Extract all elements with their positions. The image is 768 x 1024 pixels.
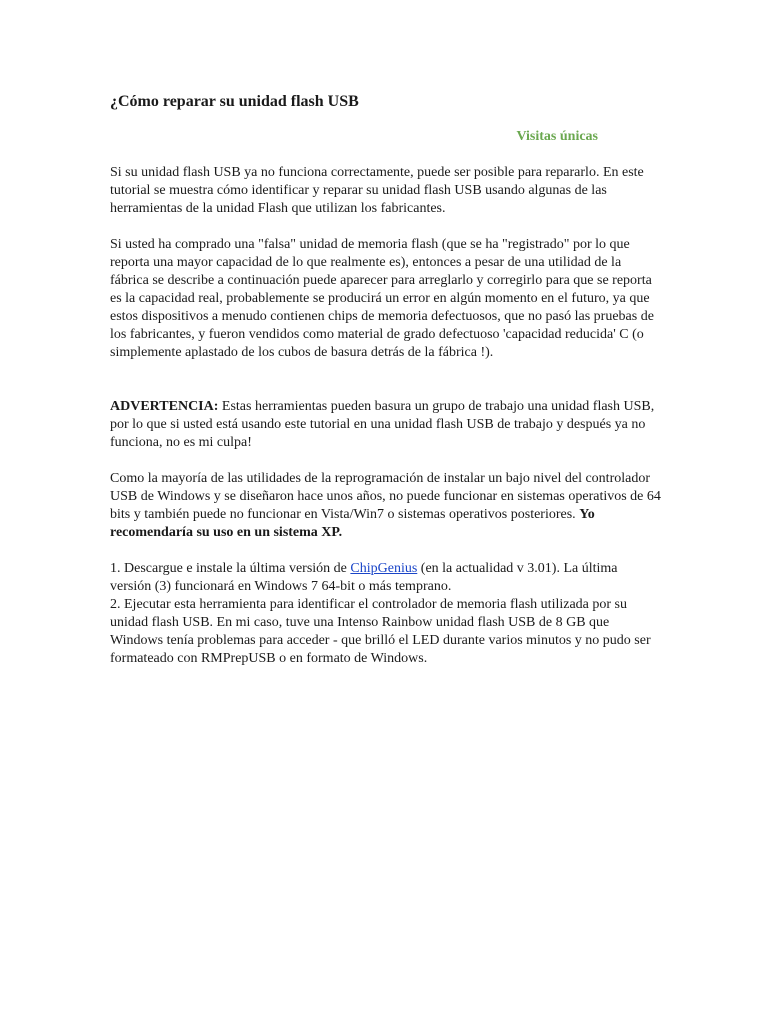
warning-text: Estas herramientas pueden basura un grupo de trabajo una unidad flash USB, por lo que si usted está usando este tutorial en una unidad flash USB de trabajo y después ya no funciona, no es mi culpa! [110, 399, 655, 450]
step-1-text-after: (en la actualidad v 3.01). La última versión (3) funcionará en Windows 7 64-bit o más temprano. [110, 561, 618, 594]
warning-paragraph [110, 398, 662, 452]
compatibility-text: Como la mayoría de las utilidades de la reprogramación de instalar un bajo nivel del controlador USB de Windows y se diseñaron hace unos años, no puede funcionar en sistemas operativos de 64 bits y también puede no funcionar en Vista/Win7 o sistemas operativos posteriores. [110, 471, 661, 522]
unique-visits-label: Visitas únicas [516, 129, 598, 144]
compatibility-paragraph [110, 470, 662, 542]
warning-label: ADVERTENCIA: [110, 399, 219, 414]
chipgenius-link[interactable]: ChipGenius [350, 561, 418, 576]
fake-flash-paragraph: Si usted ha comprado una "falsa" unidad de memoria flash (que se ha "registrado" por lo que reporta una mayor capacidad de lo que realmente es), entonces a pesar de una utilidad de la fábrica se describe a continuación puede aparecer para arreglarlo y corregirlo para que se reporta es la capacidad real, probablemente se producirá un error en algún momento en el futuro, ya que estos dispositivos a menudo contienen chips de memoria defectuosos, que no pasó las pruebas de los fabricantes, y fueron vendidos como material de grado defectuoso 'capacidad reducida' C (o simplemente aplastado de los cubos de basura detrás de la fábrica !). [110, 237, 654, 360]
step-1 [110, 560, 662, 596]
step-2: 2. Ejecutar esta herramienta para identificar el controlador de memoria flash utilizada por su unidad flash USB. En mi caso, tuve una Intenso Rainbow unidad flash USB de 8 GB que Windows tenía problemas para acceder - que brilló el LED durante varios minutos y no pudo ser formateado con RMPrepUSB o en formato de Windows. [110, 597, 651, 666]
intro-paragraph: Si su unidad flash USB ya no funciona correctamente, puede ser posible para repararlo. En este tutorial se muestra cómo identificar y reparar su unidad flash USB usando algunas de las herramientas de la unidad Flash que utilizan los fabricantes. [110, 165, 644, 216]
document-body [110, 92, 662, 668]
step-1-text-before: 1. Descargue e instale la última versión de [110, 561, 351, 576]
xp-recommendation: Yo recomendaría su uso en un sistema XP. [110, 507, 595, 540]
page-title: ¿Cómo reparar su unidad flash USB [110, 93, 359, 110]
